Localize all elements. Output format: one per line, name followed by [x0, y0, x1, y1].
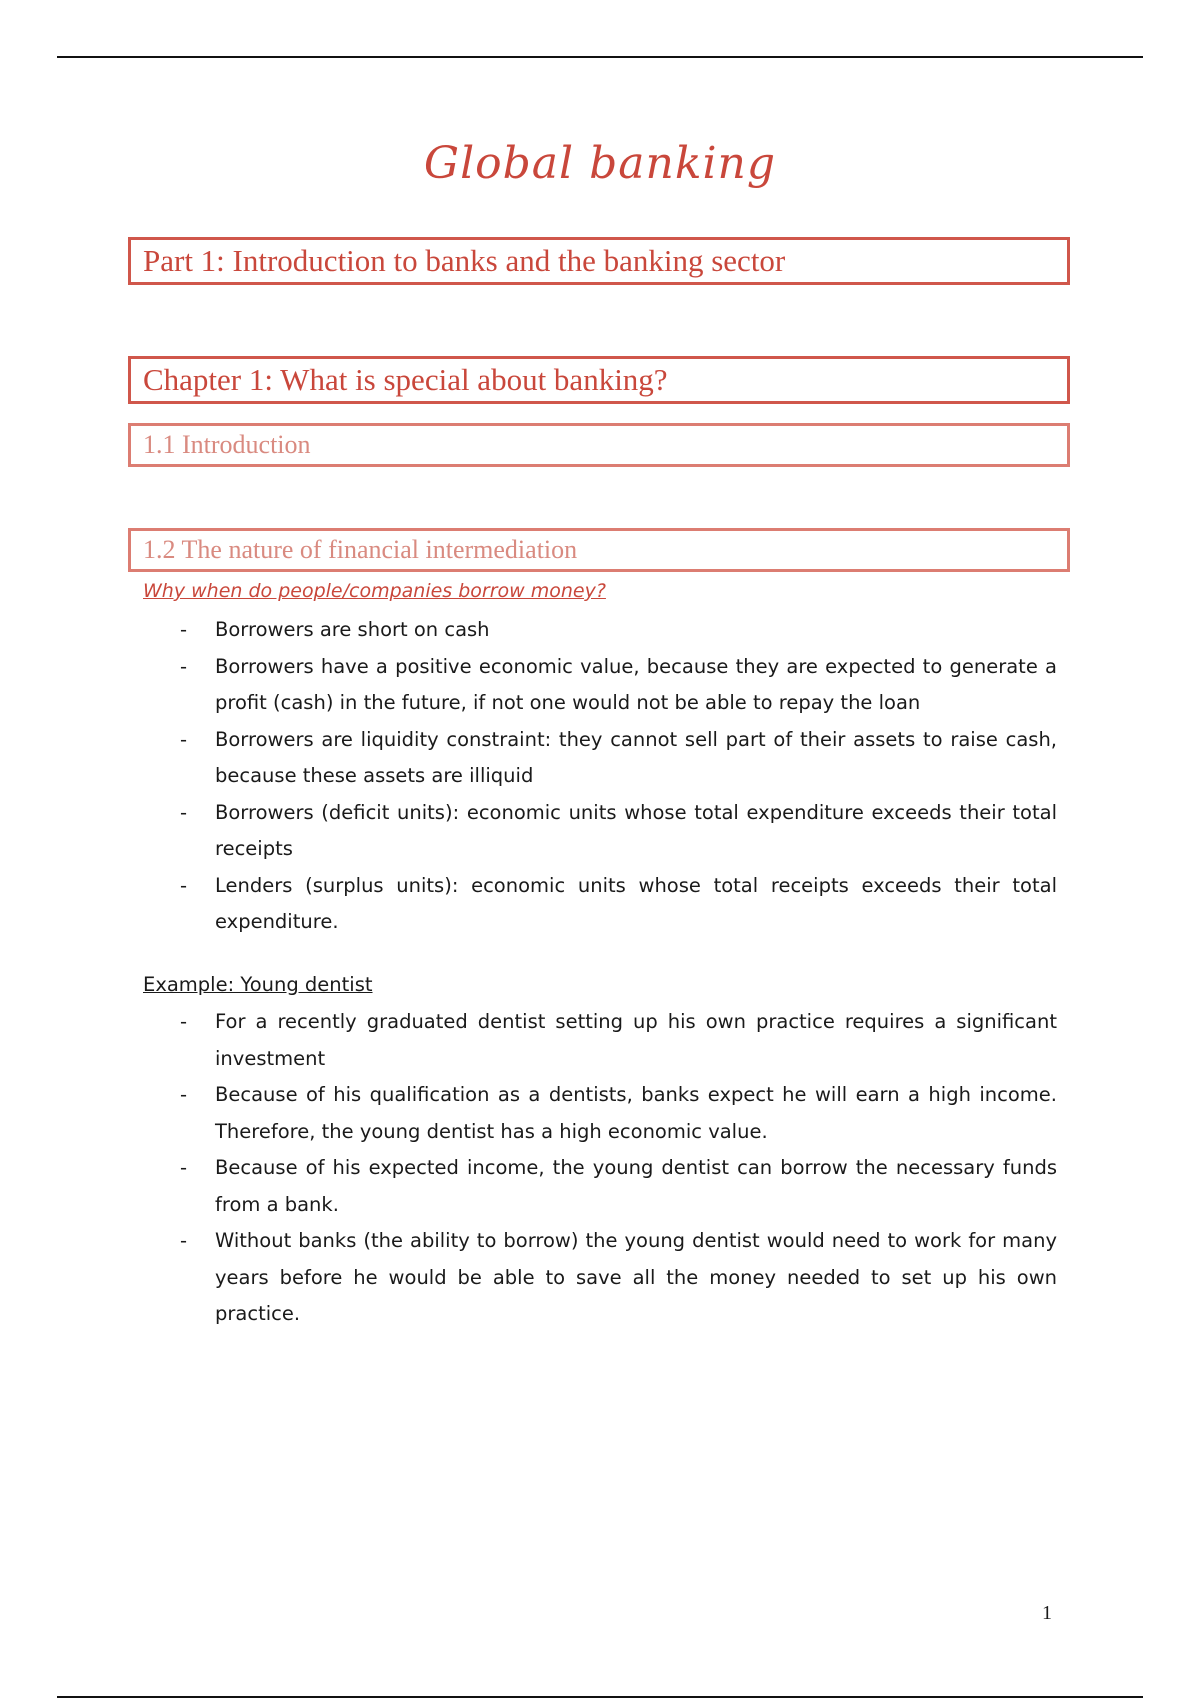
document-title: Global banking [423, 138, 777, 189]
bullet-dash: - [180, 1229, 188, 1252]
footer-rule [57, 1696, 1143, 1698]
page-number: 1 [1042, 1602, 1052, 1624]
list-item [0, 868, 1057, 941]
section-heading-introduction: 1.1 Introduction [128, 423, 1070, 467]
list-item-text: Because of his qualification as a dentists, banks expect he will earn a high income. Therefore, the young dentist has a high economic value. [215, 1083, 1057, 1143]
list-item-text: Borrowers are short on cash [215, 618, 490, 641]
list-item [0, 612, 1057, 649]
borrowing-question: Why when do people/companies borrow money? [143, 580, 606, 602]
list-item [0, 1150, 1057, 1223]
list-item-text: For a recently graduated dentist setting up his own practice requires a significant investment [215, 1010, 1057, 1070]
list-item-text: Lenders (surplus units): economic units whose total receipts exceeds their total expenditure. [215, 873, 1057, 933]
list-item [0, 1004, 1057, 1077]
list-item-text: Borrowers (deficit units): economic units whose total expenditure exceeds their total receipts [215, 800, 1057, 860]
list-item [0, 1223, 1057, 1333]
example-heading: Example: Young dentist [143, 973, 373, 996]
list-item [0, 1077, 1057, 1150]
list-item [0, 649, 1057, 722]
list-item-text: Because of his expected income, the young dentist can borrow the necessary funds from a bank. [215, 1156, 1057, 1216]
section-heading-financial-intermediation: 1.2 The nature of financial intermediation [128, 528, 1070, 572]
bullet-dash: - [180, 727, 188, 751]
bullet-dash: - [180, 1010, 188, 1033]
list-item [0, 795, 1057, 868]
part-heading: Part 1: Introduction to banks and the banking sector [128, 237, 1070, 285]
example-points-list [0, 1004, 1200, 1333]
header-rule [57, 56, 1143, 58]
bullet-dash: - [180, 1156, 188, 1179]
list-item-text: Borrowers have a positive economic value, because they are expected to generate a profit (cash) in the future, if not one would not be able to repay the loan [215, 654, 1057, 714]
borrower-points-list [0, 612, 1200, 941]
bullet-dash: - [180, 800, 188, 824]
list-item-text: Without banks (the ability to borrow) the young dentist would need to work for many years before he would be able to save all the money needed to set up his own practice. [215, 1229, 1057, 1325]
bullet-dash: - [180, 618, 188, 641]
list-item [0, 722, 1057, 795]
bullet-dash: - [180, 1083, 188, 1106]
list-item-text: Borrowers are liquidity constraint: they cannot sell part of their assets to raise cash, because these assets are illiquid [215, 727, 1057, 787]
bullet-dash: - [180, 654, 188, 678]
bullet-dash: - [180, 873, 188, 897]
chapter-heading: Chapter 1: What is special about banking? [128, 356, 1070, 404]
